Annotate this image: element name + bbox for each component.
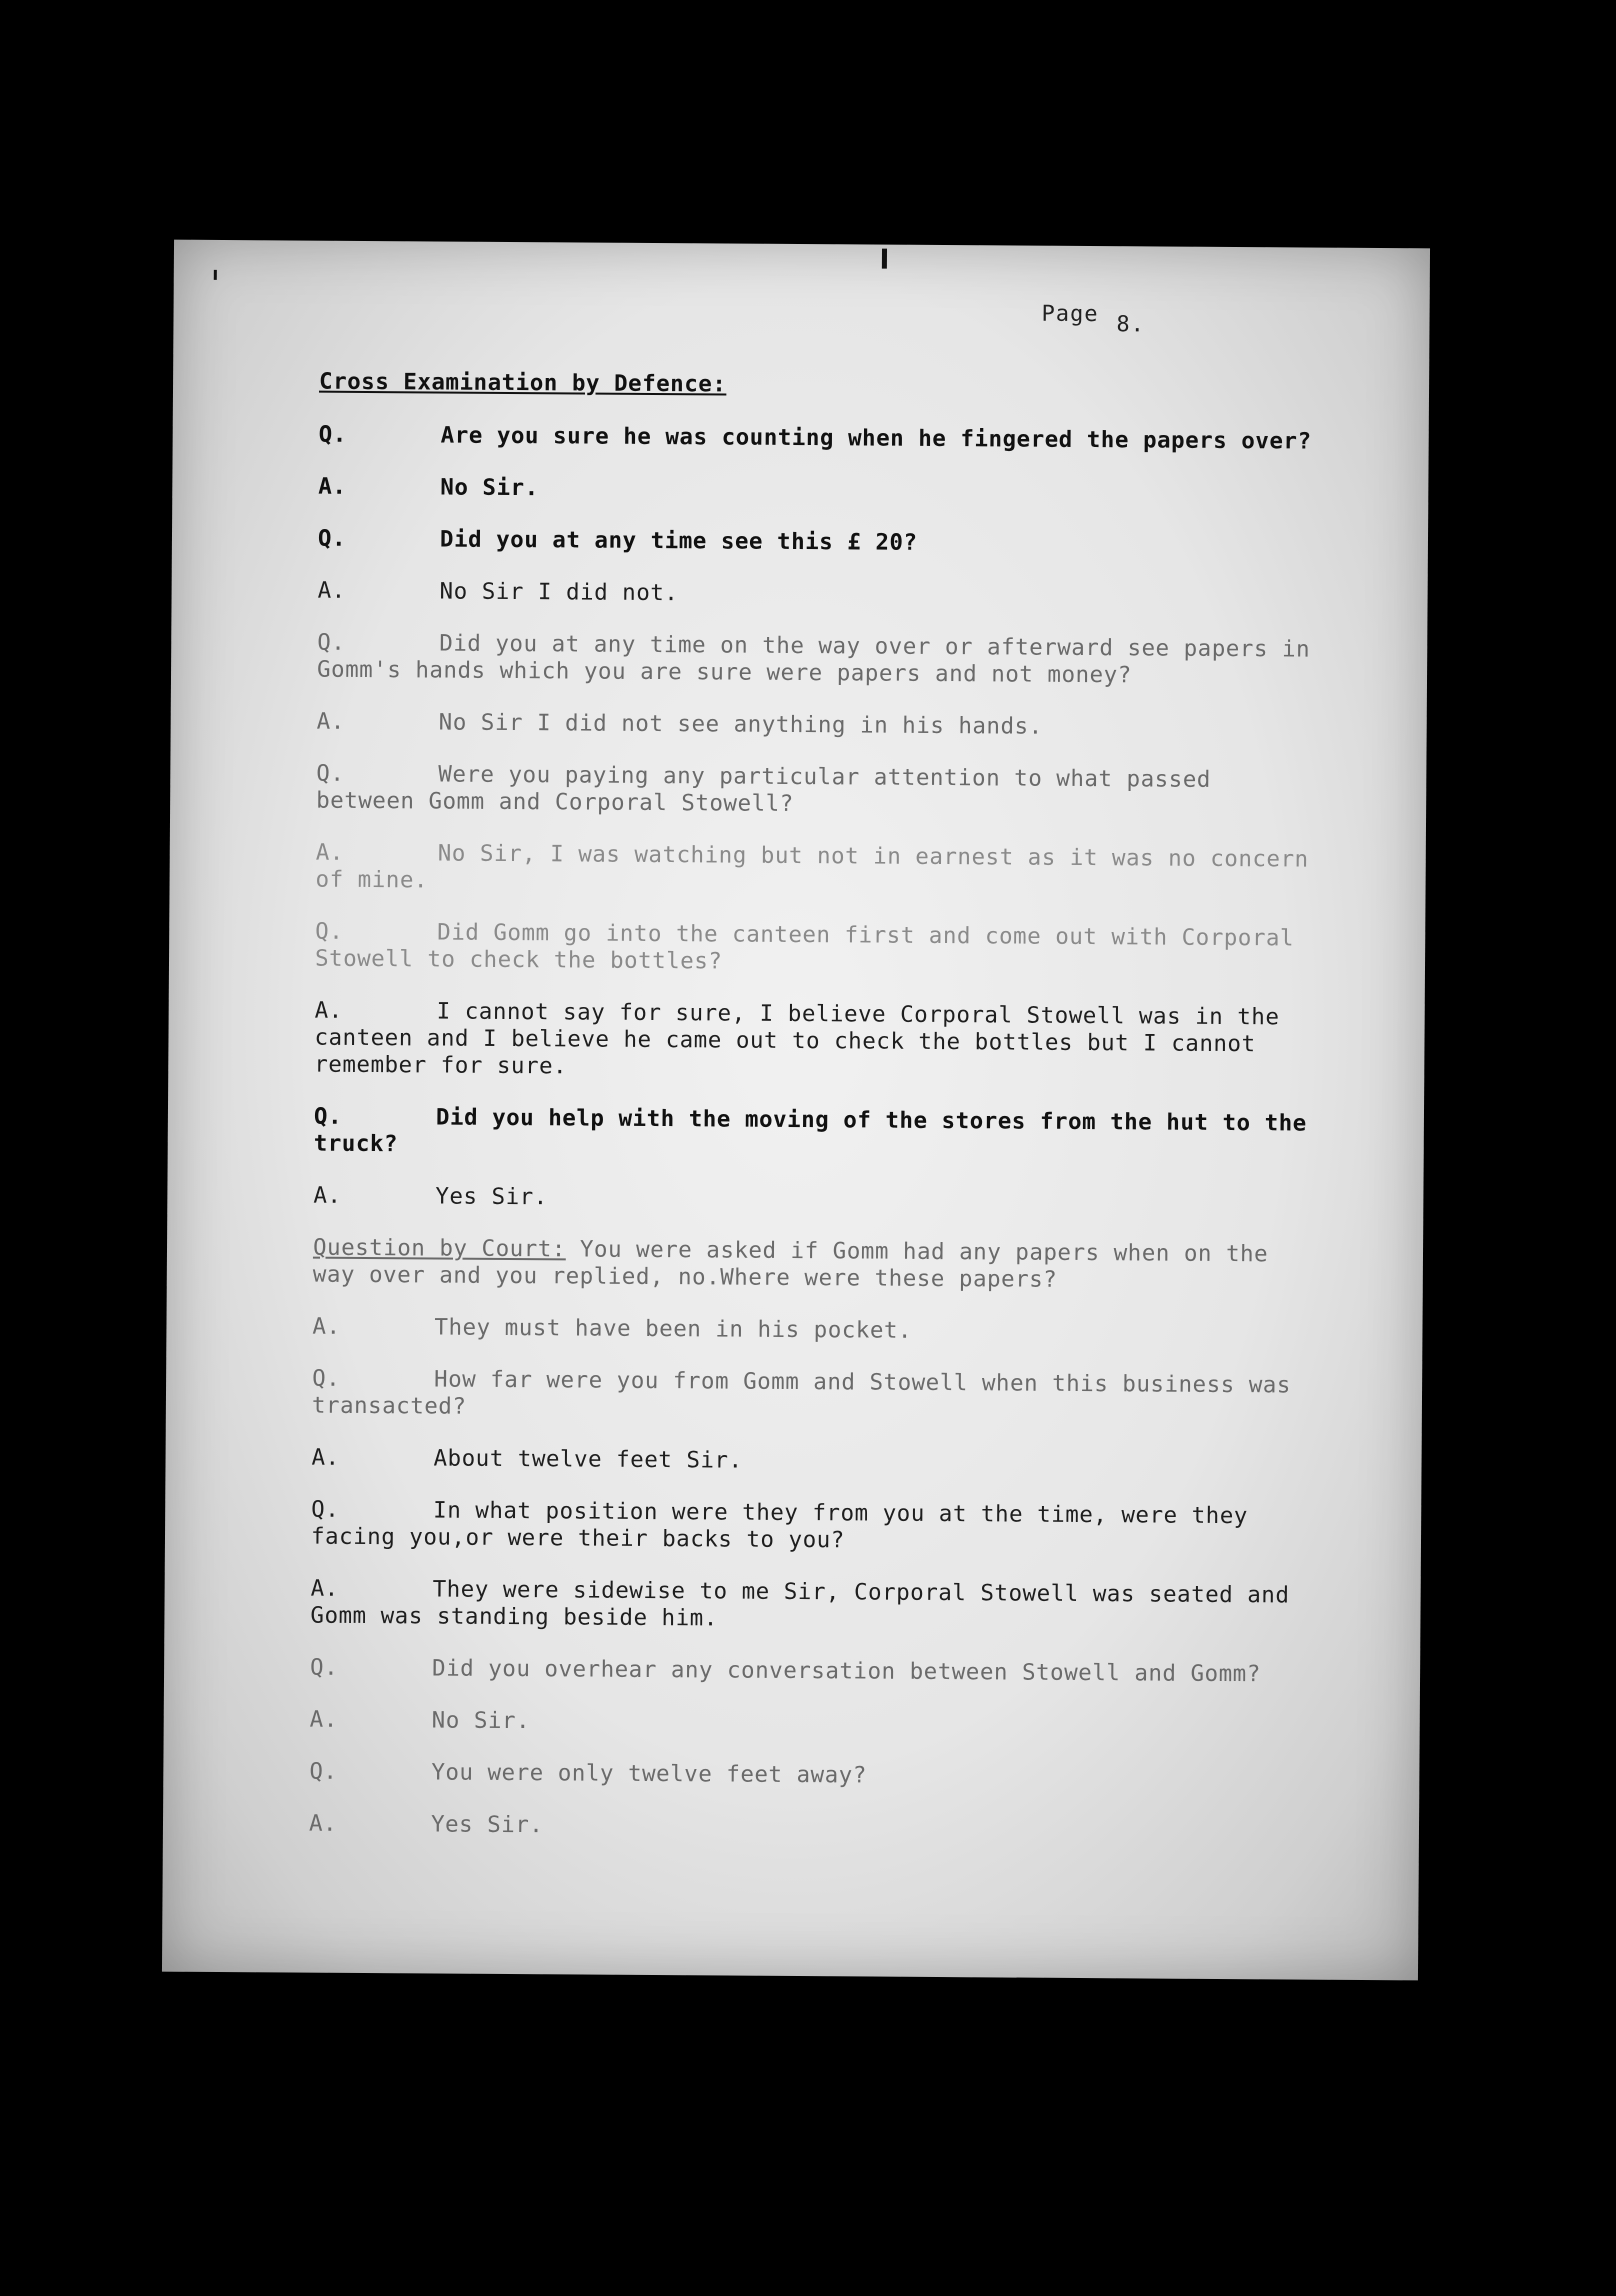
qa-tag: Q.	[311, 1496, 340, 1523]
qa-tag: A.	[313, 1182, 342, 1209]
qa-entry	[315, 919, 1315, 980]
qa-text: Did you at any time see this £ 20?	[439, 526, 918, 556]
court-question-label: Question by Court:	[312, 1234, 566, 1263]
section-heading: Cross Examination by Defence:	[318, 368, 727, 398]
qa-text: I cannot say for sure, I believe Corporal Stowell was in the canteen and I believe he came out to check the bottles but I cannot remember for sure.	[314, 998, 1294, 1080]
qa-entry	[309, 1759, 1309, 1793]
qa-entry	[318, 526, 1318, 560]
qa-tag: A.	[317, 577, 346, 604]
page-number-value: 8.	[1116, 312, 1146, 338]
qa-tag: A.	[315, 839, 344, 866]
qa-entry	[314, 998, 1315, 1086]
qa-tag: A.	[316, 708, 345, 735]
qa-entry	[316, 761, 1316, 822]
qa-tag: Q.	[312, 1365, 341, 1392]
qa-entry	[311, 1497, 1311, 1558]
qa-tag: A.	[308, 1810, 338, 1837]
qa-text: No Sir.	[431, 1707, 531, 1735]
transcript-body	[308, 368, 1325, 1870]
qa-tag: A.	[309, 1706, 338, 1733]
page-number	[1041, 301, 1146, 338]
qa-tag: Q.	[313, 1103, 343, 1130]
qa-tag: Q.	[317, 525, 347, 552]
qa-tag: A.	[310, 1575, 339, 1602]
court-question-text: You were asked if Gomm had any papers when on the way over and you replied, no.Where were these papers?	[312, 1236, 1269, 1293]
qa-tag: Q.	[315, 918, 344, 945]
qa-text: Did you overhear any conversation between Stowell and Gomm?	[432, 1655, 1261, 1688]
qa-text: Did you help with the moving of the stores from the hut to the truck?	[313, 1104, 1321, 1158]
qa-entry	[313, 1103, 1321, 1165]
qa-entry	[317, 709, 1317, 743]
qa-text: How far were you from Gomm and Stowell when this business was transacted?	[311, 1366, 1306, 1420]
qa-entry	[318, 474, 1318, 508]
qa-text: No Sir I did not.	[439, 578, 679, 607]
qa-tag: Q.	[316, 760, 345, 787]
qa-tag: Q.	[310, 1654, 339, 1681]
qa-text: They must have been in his pocket.	[434, 1314, 913, 1344]
qa-text: No Sir, I was watching but not in earnest as it was no concern of mine.	[315, 840, 1323, 894]
qa-entry	[310, 1707, 1310, 1741]
qa-entry	[310, 1655, 1310, 1689]
qa-entry	[309, 1811, 1309, 1845]
qa-tag: Q.	[309, 1758, 338, 1785]
qa-text: They were sidewise to me Sir, Corporal Stowell was seated and Gomm was standing beside him.	[310, 1576, 1304, 1632]
qa-tag: A.	[314, 997, 343, 1024]
qa-entry	[318, 578, 1318, 612]
qa-tag: Q.	[318, 421, 347, 448]
qa-text: Did Gomm go into the canteen first and come out with Corporal Stowell to check the bottles?	[314, 919, 1309, 975]
qa-text: Yes Sir.	[435, 1183, 548, 1211]
document-page	[162, 240, 1430, 1981]
qa-text: Yes Sir.	[430, 1811, 544, 1839]
court-question	[313, 1235, 1313, 1296]
qa-text: Did you at any time on the way over or afterward see papers in Gomm's hands which you are sure were papers and not money?	[316, 630, 1325, 689]
qa-text: In what position were they from you at the time, were they facing you,or were their backs to you?	[310, 1497, 1263, 1554]
qa-entry	[311, 1445, 1311, 1479]
qa-tag: Q.	[317, 629, 346, 656]
qa-tag: A.	[311, 1444, 340, 1471]
qa-text: About twelve feet Sir.	[433, 1445, 743, 1474]
qa-text: You were only twelve feet away?	[431, 1759, 867, 1789]
qa-entry	[310, 1576, 1310, 1637]
page-edge-dot	[214, 270, 217, 280]
qa-entry	[313, 1183, 1313, 1217]
qa-entry	[312, 1314, 1312, 1348]
qa-text: Are you sure he was counting when he fingered the papers over?	[440, 422, 1312, 455]
qa-tag: A.	[318, 473, 347, 500]
qa-text: No Sir.	[440, 474, 539, 502]
page-tear-mark	[882, 249, 887, 269]
qa-text: Were you paying any particular attention to what passed between Gomm and Corporal Stowell?	[316, 761, 1225, 817]
qa-entry	[319, 422, 1319, 456]
page-label: Page	[1041, 301, 1099, 328]
qa-tag: A.	[312, 1313, 341, 1340]
qa-entry	[312, 1366, 1312, 1427]
qa-entry	[316, 629, 1325, 691]
qa-text: No Sir I did not see anything in his hands.	[438, 709, 1043, 740]
qa-entry	[315, 839, 1323, 901]
